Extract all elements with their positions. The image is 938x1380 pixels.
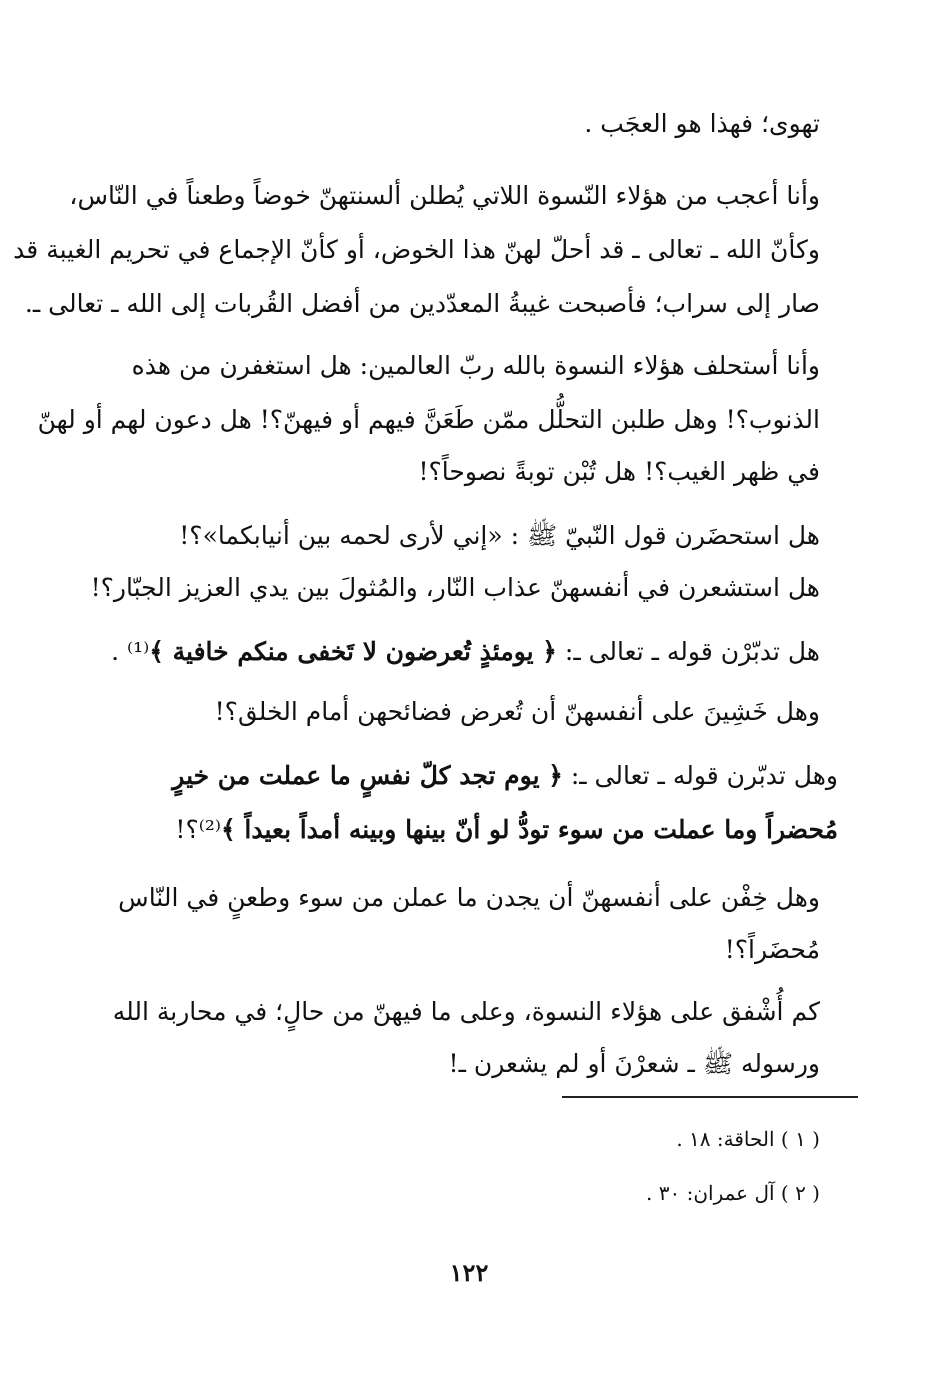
quran-citation-line bbox=[98, 806, 838, 854]
paragraph-line: هل استشعرن في أنفسهنّ عذاب النّار، والمُثولَ بين يدي العزيز الجبّار؟! bbox=[90, 573, 820, 602]
paragraph-line: وأنا أستحلف هؤلاء النسوة بالله ربّ العالمين: هل استغفرن من هذه bbox=[131, 351, 820, 380]
footnote-marker: ⁽²⁾؟! bbox=[175, 815, 222, 844]
quran-verse: ﴿ يومئذٍ تُعرضون لا تَخفى منكم خافية ﴾ bbox=[149, 637, 557, 666]
footnote-marker: ⁽¹⁾ . bbox=[111, 637, 150, 666]
paragraph-line: وكأنّ الله ـ تعالى ـ قد أحلّ لهنّ هذا الخوض، أو كأنّ الإجماع في تحريم الغيبة قد bbox=[13, 235, 820, 264]
quran-verse: مُحضراً وما عملت من سوء تودُّ لو أنّ بينها وبينه أمداً بعيداً ﴾ bbox=[221, 815, 838, 844]
footnote: ( ١ ) الحاقة: ١٨ . bbox=[676, 1127, 820, 1151]
paragraph-line: الذنوب؟! وهل طلبن التحلُّل ممّن طَعَنَّ فيهم أو فيهنّ؟! هل دعون لهم أو لهنّ bbox=[37, 405, 820, 434]
quran-citation-line bbox=[108, 628, 820, 676]
paragraph-line: مُحضَراً؟! bbox=[724, 935, 820, 964]
paragraph-line: هل استحضَرن قول النّبيّ ﷺ : «إني لأرى لحمه بين أنيابكما»؟! bbox=[179, 521, 820, 550]
quran-verse: ﴿ يوم تجد كلّ نفسٍ ما عملت من خيرٍ bbox=[172, 761, 563, 790]
paragraph-line: وهل خِفْن على أنفسهنّ أن يجدن ما عملن من سوء وطعنٍ في النّاس bbox=[118, 883, 820, 912]
paragraph-line: كم أُشْفق على هؤلاء النسوة، وعلى ما فيهنّ من حالٍ؛ في محاربة الله bbox=[112, 997, 820, 1026]
paragraph-prefix: وهل تدبّرن قوله ـ تعالى ـ: bbox=[562, 761, 838, 790]
paragraph-line: ورسوله ﷺ ـ شعرْنَ أو لم يشعرن ـ! bbox=[448, 1049, 820, 1078]
quran-citation-line bbox=[98, 752, 838, 800]
paragraph-line: وأنا أعجب من هؤلاء النّسوة اللاتي يُطلن ألسنتهنّ خوضاً وطعناً في النّاس، bbox=[69, 181, 820, 210]
paragraph-line: تهوى؛ فهذا هو العجَب . bbox=[584, 109, 820, 138]
paragraph-line: في ظهر الغيب؟! هل تُبْن توبةً نصوحاً؟! bbox=[418, 457, 820, 486]
footnote: ( ٢ ) آل عمران: ٣٠ . bbox=[646, 1181, 820, 1205]
paragraph-prefix: هل تدبّرْن قوله ـ تعالى ـ: bbox=[556, 637, 820, 666]
paragraph-line: وهل خَشِينَ على أنفسهنّ أن تُعرض فضائحهن أمام الخلق؟! bbox=[214, 697, 820, 726]
footnote-separator bbox=[562, 1096, 858, 1098]
paragraph-line: صار إلى سراب؛ فأصبحت غيبةُ المعدّدين من أفضل القُربات إلى الله ـ تعالى ـ. bbox=[24, 289, 820, 318]
page-number: ١٢٢ bbox=[449, 1258, 489, 1287]
